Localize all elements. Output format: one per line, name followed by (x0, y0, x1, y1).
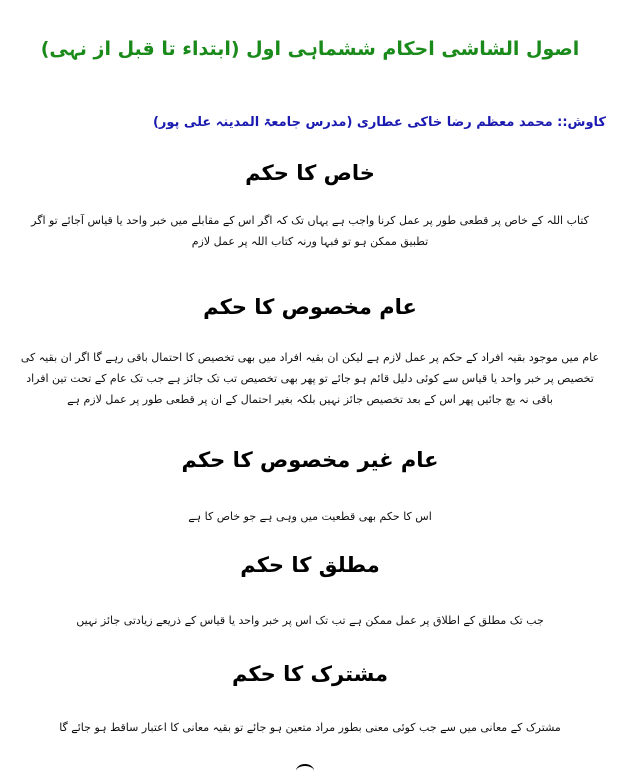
section-body-aam-ghair-makhsoos: اس کا حکم بھی قطعیت میں وہی ہے جو خاص کا ہے (188, 510, 432, 523)
section-heading-aam-ghair-makhsoos: عام غیر مخصوص کا حکم (181, 448, 439, 472)
section-body-aam-makhsoos: عام میں موجود بقیہ افراد کے حکم پر عمل لازم ہے لیکن ان بقیہ افراد میں بھی تخصیص کا احتمال باقی رہے گا اگر ان بقیہ کی تخصیص پر خبر واحد یا قیاس سے کوئی دلیل قائم ہو جائے تو پھر بھی تخصیص تب تک جائز ہے جب تک عام کے تحت تین افراد باقی نہ بچ جائیں پھر اس کے بعد تخصیص جائز نہیں بلکہ بغیر احتمال کے ان پر قطعی طور پر عمل لازم ہے (20, 351, 600, 406)
section-heading-khas: خاص کا حکم (245, 161, 375, 185)
section-heading-mushtarak: مشترک کا حکم (231, 662, 389, 686)
section-body-mutlaq: جب تک مطلق کے اطلاق پر عمل ممکن ہے تب تک اس پر خبر واحد یا قیاس کے ذریعے زیادتی جائز نہیں (76, 614, 544, 627)
section-body-khas: کتاب اللہ کے خاص پر قطعی طور پر عمل کرنا واجب ہے یہاں تک کہ اگر اس کے مقابلے میں خبر واحد یا قیاس آجائے تو اگر تطبیق ممکن ہو تو فبہا ورنہ کتاب اللہ پر عمل لازم (31, 214, 589, 248)
document-title: اصول الشاشی احکام ششماہی اول (ابتداء تا قبل از نہی) (40, 38, 580, 60)
section-body-mushtarak: مشترک کے معانی میں سے جب کوئی معنی بطور مراد متعین ہو جائے تو بقیہ معانی کا اعتبار ساقط ہو جائے گا (59, 721, 561, 734)
section-heading-mutlaq: مطلق کا حکم (240, 553, 380, 577)
section-heading-aam-makhsoos: عام مخصوص کا حکم (203, 295, 417, 319)
author-line: کاوش:: محمد معظم رضا خاکی عطاری (مدرس جامعۃ المدینہ علی پور) (152, 115, 606, 130)
